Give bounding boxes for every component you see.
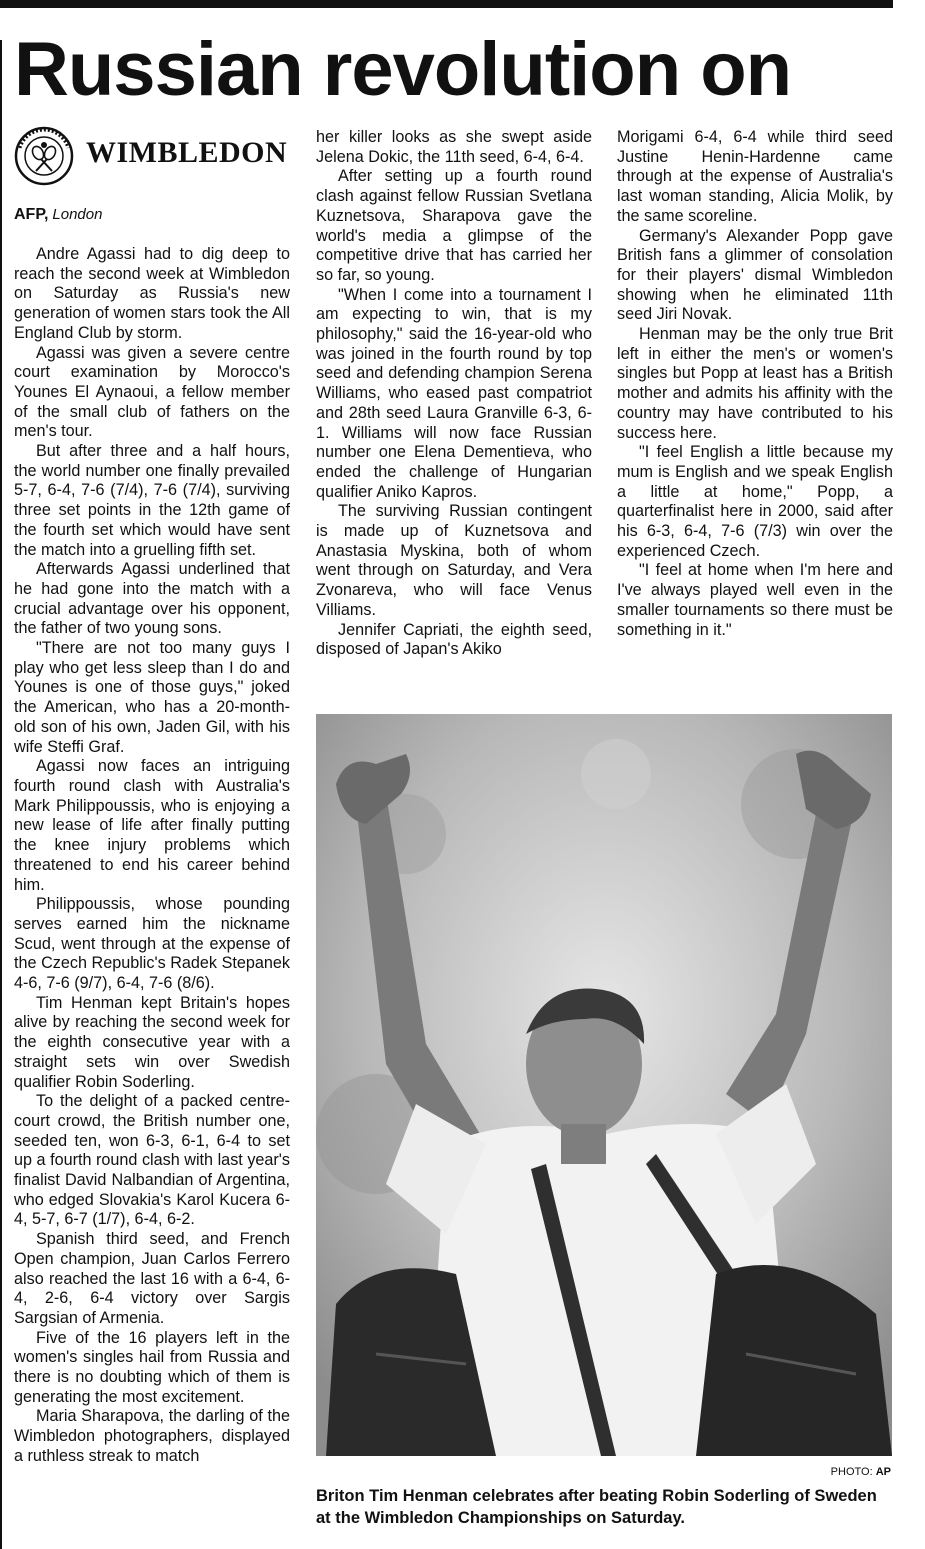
paragraph: her killer looks as she swept aside Jelena Dokic, the 11th seed, 6-4, 6-4.	[316, 128, 592, 166]
paragraph: Afterwards Agassi underlined that he had gone into the match with a crucial advantage over his opponent, the father of two young sons.	[14, 560, 290, 638]
byline	[14, 206, 102, 224]
left-rule	[0, 40, 2, 1549]
paragraph: Spanish third seed, and French Open champion, Juan Carlos Ferrero also reached the last 16 with a 6-4, 6-4, 2-6, 6-4 victory over Sargis Sargsian of Armenia.	[14, 1230, 290, 1327]
paragraph: Jennifer Capriati, the eighth seed, disposed of Japan's Akiko	[316, 620, 592, 659]
paragraph: "There are not too many guys I play who get less sleep than I do and Younes is one of those guys," joked the American, who has a 20-month-old son of his own, Jaden Gil, with his wife Steffi Graf.	[14, 639, 290, 756]
top-rule	[0, 0, 893, 8]
paragraph: "When I come into a tournament I am expecting to win, that is my philosophy," said the 16-year-old who was joined in the fourth round by top seed and defending champion Serena Williams, who eased past compatriot and 28th seed Laura Granville 6-3, 6-1. Williams will now face Russian number one Elena Dementieva, who ended the challenge of Hungarian qualifier Aniko Kapros.	[316, 285, 592, 501]
paragraph: After setting up a fourth round clash against fellow Russian Svetlana Kuznetsova, Sharapova gave the world's media a glimpse of the competitive drive that has carried her so far, so young.	[316, 167, 592, 284]
paragraph: Maria Sharapova, the darling of the Wimbledon photographers, displayed a ruthless streak to match	[14, 1407, 290, 1465]
paragraph: To the delight of a packed centre-court crowd, the British number one, seeded ten, won 6-3, 6-1, 6-4 to set up a fourth round clash with last year's finalist David Nalbandian of Argentina, who edged Slovakia's Karol Kucera 6-4, 5-7, 6-7 (1/7), 6-4, 6-2.	[14, 1092, 290, 1229]
photo-credit	[831, 1466, 891, 1478]
section-title: WIMBLEDON	[86, 136, 288, 169]
paragraph: Philippoussis, whose pounding serves earned him the nickname Scud, went through at the expense of the Czech Republic's Radek Stepanek 4-6, 7-6 (9/7), 6-4, 7-6 (8/6).	[14, 895, 290, 993]
championships-seal-icon	[14, 126, 76, 186]
news-photo	[316, 714, 892, 1456]
paragraph: The surviving Russian contingent is made up of Kuznetsova and Anastasia Myskina, both of whom went through on Saturday, and Vera Zvonareva, who will face Venus Villiams.	[316, 502, 592, 619]
byline-location: London	[52, 206, 103, 223]
photo-credit-label: PHOTO:	[830, 1466, 873, 1478]
paragraph: Tim Henman kept Britain's hopes alive by reaching the second week for the eighth consecutive year with a straight sets win over Swedish qualifier Robin Soderling.	[14, 993, 290, 1091]
paragraph: Agassi was given a severe centre court examination by Morocco's Younes El Aynaoui, a fellow member of the small club of fathers on the men's tour.	[14, 343, 290, 441]
paragraph: Morigami 6-4, 6-4 while third seed Justine Henin-Hardenne came through at the expense of Australia's last woman standing, Alicia Molik, by the same scoreline.	[617, 128, 893, 225]
paragraph: Andre Agassi had to dig deep to reach the second week at Wimbledon on Saturday as Russia's new generation of women stars took the All England Club by storm.	[14, 245, 290, 342]
wimbledon-section-logo	[14, 126, 294, 186]
paragraph: Five of the 16 players left in the women's singles hail from Russia and there is no doubting which of them is generating the most excitement.	[14, 1328, 290, 1406]
photo-caption: Briton Tim Henman celebrates after beating Robin Soderling of Sweden at the Wimbledon Championships on Saturday.	[316, 1487, 877, 1527]
paragraph: But after three and a half hours, the world number one finally prevailed 5-7, 6-4, 7-6 (7/4), 7-6 (7/4), surviving three set points in the 12th game of the fourth set which would have sent the match into a gruelling fifth set.	[14, 442, 290, 559]
headline: Russian revolution on	[14, 27, 792, 112]
byline-agency: AFP,	[14, 206, 49, 223]
article-column-1	[14, 245, 290, 1545]
player-celebration-image	[316, 714, 892, 1456]
article-column-3	[617, 128, 893, 658]
paragraph: "I feel English a little because my mum is English and we speak English a little at home," Popp, a quarterfinalist here in 2000, said after his 6-3, 6-4, 7-6 (7/3) win over the experienced Czech.	[617, 443, 893, 560]
photo-credit-source: AP	[875, 1466, 891, 1478]
paragraph: Henman may be the only true Brit left in either the men's or women's singles but Popp at least has a British mother and admits his affinity with the country may have contributed to his success here.	[617, 325, 893, 442]
article-column-2	[316, 128, 592, 708]
paragraph: Germany's Alexander Popp gave British fans a glimmer of consolation for their players' dismal Wimbledon showing when he eliminated 11th seed Jiri Novak.	[617, 226, 893, 324]
paragraph: "I feel at home when I'm here and I've always played well even in the smaller tournaments so there must be something in it."	[617, 561, 893, 639]
paragraph: Agassi now faces an intriguing fourth round clash with Australia's Mark Philippoussis, who is enjoying a new lease of life after finally putting the knee injury problems which threatened to end his career behind him.	[14, 757, 290, 894]
